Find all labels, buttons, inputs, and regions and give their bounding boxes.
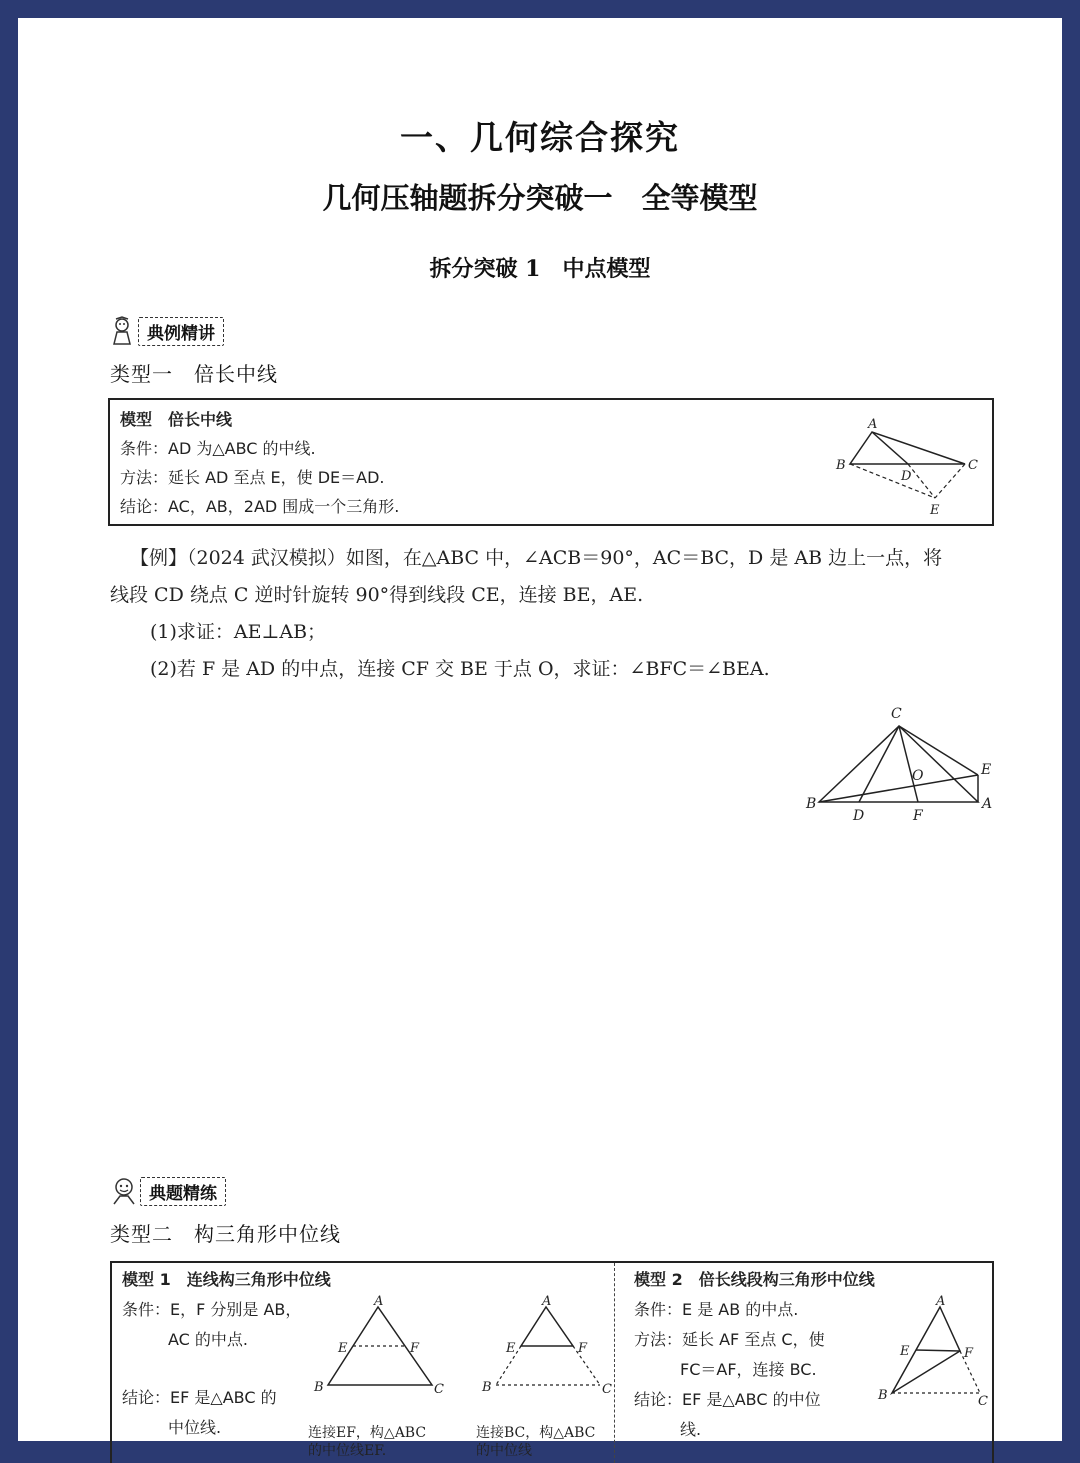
question-1: (1)求证：AE⊥AB； xyxy=(150,621,327,643)
triangle xyxy=(521,1307,573,1346)
triangle-abc xyxy=(850,432,965,464)
label-f: F xyxy=(913,808,923,824)
label-e: E xyxy=(338,1341,348,1356)
label-e: E xyxy=(900,1344,910,1359)
model1-condition-b: AC 的中点. xyxy=(168,1330,249,1349)
median-figure xyxy=(830,414,980,520)
label-a: A xyxy=(374,1294,384,1309)
mascot-icon xyxy=(110,1176,138,1206)
model1-caption-2b: 的中位线 xyxy=(476,1443,532,1459)
models-table xyxy=(110,1261,994,1463)
model1-caption-1b: 的中位线EF. xyxy=(308,1443,387,1459)
segment-ad xyxy=(872,432,908,464)
label-a: A xyxy=(936,1294,946,1309)
label-a: A xyxy=(542,1294,552,1309)
segment-cf xyxy=(899,726,918,802)
label-a: A xyxy=(868,417,878,432)
model2-conclusion-b: 线. xyxy=(680,1420,702,1439)
label-b: B xyxy=(806,796,817,812)
label-e: E xyxy=(930,503,940,518)
midline-ef xyxy=(916,1350,960,1351)
model2-title: 模型 2 倍长线段构三角形中位线 xyxy=(634,1270,875,1289)
model-box xyxy=(108,398,994,526)
model-method: 方法：延长 AD 至点 E，使 DE＝AD. xyxy=(120,468,385,487)
model1-conclusion-b: 中位线. xyxy=(168,1418,222,1437)
model-condition: 条件：AD 为△ABC 的中线. xyxy=(120,439,316,458)
example-badge xyxy=(108,316,224,346)
label-o: O xyxy=(912,768,924,784)
label-b: B xyxy=(878,1388,888,1403)
type-two-title: 类型二 构三角形中位线 xyxy=(110,1222,341,1246)
model2-condition: 条件：E 是 AB 的中点. xyxy=(634,1300,799,1319)
example-figure xyxy=(798,702,998,826)
model1-caption-1a: 连接EF，构△ABC xyxy=(308,1425,427,1441)
label-f: F xyxy=(578,1341,588,1356)
main-title: 一、几何综合探究 xyxy=(400,118,680,157)
label-a: A xyxy=(982,796,993,812)
model-conclusion: 结论：AC，AB，2AD 围成一个三角形. xyxy=(120,497,400,516)
label-c: C xyxy=(968,458,978,473)
label-b: B xyxy=(836,458,846,473)
badge-label: 典例精讲 xyxy=(138,317,224,346)
label-b: B xyxy=(482,1380,492,1395)
model-box-title: 模型 倍长中线 xyxy=(120,410,233,429)
segment-cd xyxy=(859,726,899,802)
label-c: C xyxy=(602,1382,612,1397)
label-b: B xyxy=(314,1380,324,1395)
example-line-2: 线段 CD 绕点 C 逆时针旋转 90°得到线段 CE，连接 BE，AE. xyxy=(110,584,644,606)
model1-conclusion-a: 结论：EF 是△ABC 的 xyxy=(122,1388,277,1407)
practice-badge xyxy=(110,1176,226,1206)
example-line-1: 【例】（2024 武汉模拟）如图，在△ABC 中，∠ACB＝90°，AC＝BC，D 是 AB 边上一点，将 xyxy=(130,547,943,569)
label-e: E xyxy=(981,762,992,778)
document-page xyxy=(18,18,1062,1459)
label-e: E xyxy=(506,1341,516,1356)
label-d: D xyxy=(853,808,865,824)
model1-condition-a: 条件：E，F 分别是 AB， xyxy=(122,1300,302,1319)
label-c: C xyxy=(978,1394,988,1409)
model2-method-b: FC＝AF，连接 BC. xyxy=(680,1360,817,1379)
model1-figure-2 xyxy=(480,1295,610,1395)
model2-figure xyxy=(864,1295,990,1407)
label-d: D xyxy=(901,469,912,484)
column-divider xyxy=(614,1263,615,1463)
label-f: F xyxy=(964,1346,974,1361)
section-title: 拆分突破 1 中点模型 xyxy=(429,256,651,282)
segment-ce xyxy=(935,464,965,498)
label-c: C xyxy=(434,1382,444,1397)
model1-figure-1 xyxy=(312,1295,442,1395)
model2-conclusion-a: 结论：EF 是△ABC 的中位 xyxy=(634,1390,821,1409)
mascot-icon xyxy=(108,316,136,346)
badge-label: 典题精练 xyxy=(140,1177,226,1206)
segment-ce xyxy=(899,726,978,775)
model2-method-a: 方法：延长 AF 至点 C，使 xyxy=(634,1330,825,1349)
question-2: (2)若 F 是 AD 的中点，连接 CF 交 BE 于点 O，求证：∠BFC＝∠BEA. xyxy=(150,658,770,680)
subtitle: 几何压轴题拆分突破一 全等模型 xyxy=(322,181,758,215)
model1-title: 模型 1 连线构三角形中位线 xyxy=(122,1270,331,1289)
type-one-title: 类型一 倍长中线 xyxy=(110,362,278,386)
label-c: C xyxy=(891,706,902,722)
label-f: F xyxy=(410,1341,420,1356)
model1-caption-2a: 连接BC，构△ABC xyxy=(476,1425,596,1441)
triangle-bca xyxy=(819,726,978,802)
